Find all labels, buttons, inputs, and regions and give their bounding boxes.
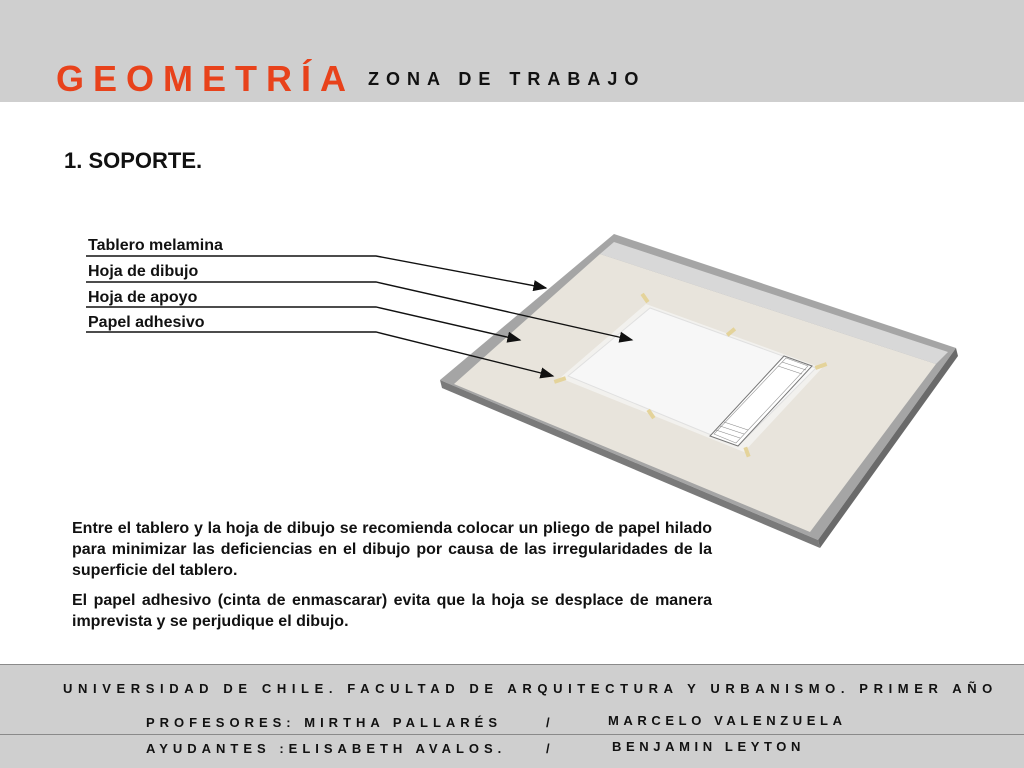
label-tablero-melamina: Tablero melamina bbox=[88, 237, 223, 254]
footer-university: UNIVERSIDAD DE CHILE. FACULTAD DE ARQUITECTURA Y URBANISMO. PRIMER AÑO bbox=[63, 681, 998, 696]
footer-separator-1: / bbox=[546, 715, 550, 730]
page-title: GEOMETRÍA bbox=[56, 58, 356, 99]
footer-separator-2: / bbox=[546, 741, 550, 756]
footer-divider-middle bbox=[0, 734, 1024, 735]
footer-assistant-2: BENJAMIN LEYTON bbox=[612, 739, 805, 754]
footer-professors: PROFESORES: MIRTHA PALLARÉS bbox=[146, 715, 503, 730]
footer-assistants: AYUDANTES :ELISABETH AVALOS. bbox=[146, 741, 507, 756]
paragraph-2: El papel adhesivo (cinta de enmascarar) evita que la hoja se desplace de manera imprevista y se perjudique el dibujo. bbox=[72, 592, 712, 630]
section-title: 1. SOPORTE. bbox=[64, 148, 203, 173]
label-hoja-dibujo: Hoja de dibujo bbox=[88, 263, 199, 280]
footer-divider-top bbox=[0, 664, 1024, 665]
page-subtitle: ZONA DE TRABAJO bbox=[368, 69, 646, 89]
footer-professor-2: MARCELO VALENZUELA bbox=[608, 713, 847, 728]
paragraph-1: Entre el tablero y la hoja de dibujo se recomienda colocar un pliego de papel hilado para minimizar las deficiencias en el dibujo por causa de las irregularidades de la superficie del tablero. bbox=[72, 520, 712, 579]
label-papel-adhesivo: Papel adhesivo bbox=[88, 314, 205, 331]
label-hoja-apoyo: Hoja de apoyo bbox=[88, 289, 198, 306]
